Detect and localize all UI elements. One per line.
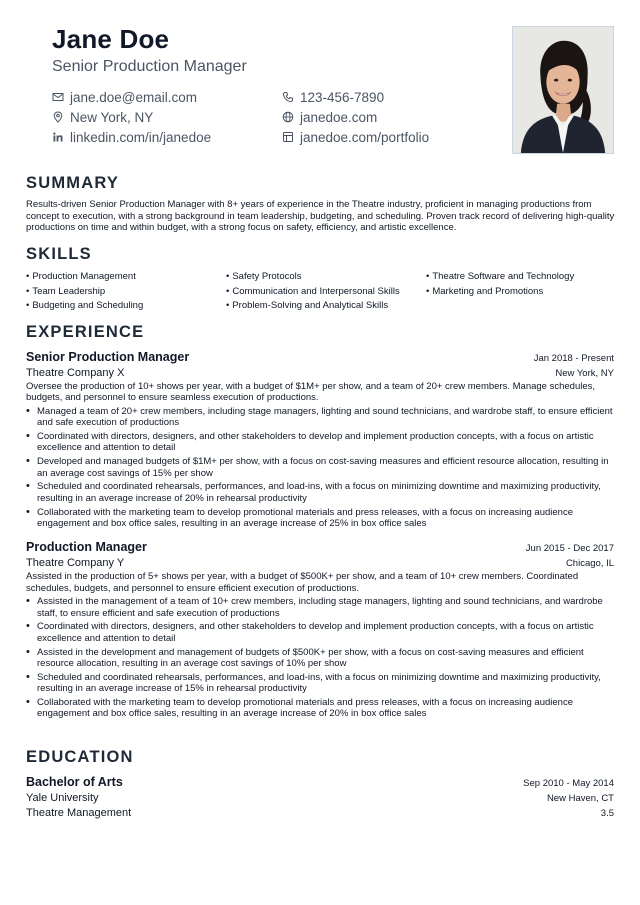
job-description: Assisted in the production of 5+ shows per year, with a budget of $500K+ per show, and a team of 10+ crew members. Coordinated schedules, budgets, and personnel to ensure efficient execution of productions. <box>26 571 579 594</box>
education-section <box>26 748 614 819</box>
bullet-item: • Scheduled and coordinated rehearsals, performances, and load-ins, with a focus on minimizing downtime and maximizing productivity, resulting in an average increase of 20% in rehearsal productivity <box>26 481 614 504</box>
linkedin-text: linkedin.com/in/janedoe <box>70 129 212 145</box>
summary-heading: SUMMARY <box>26 174 120 192</box>
candidate-title: Senior Production Manager <box>52 58 247 75</box>
website-text: janedoe.com <box>300 109 378 125</box>
school-location: New Haven, CT <box>546 793 614 804</box>
email-text: jane.doe@email.com <box>70 89 198 105</box>
phone-icon <box>282 91 294 103</box>
linkedin-icon <box>52 131 64 143</box>
contact-website[interactable] <box>282 108 492 126</box>
gpa-value: 3.5 <box>600 808 614 819</box>
degree-title: Bachelor of Arts <box>26 775 123 789</box>
bullet-item: • Coordinated with directors, designers, and other stakeholders to develop and implement production concepts, with a focus on artistic excellence and attention to detail <box>26 431 614 454</box>
skill-item: • Team Leadership <box>26 286 226 298</box>
resume-header <box>26 0 614 170</box>
job-bullets <box>26 406 614 530</box>
job-title: Senior Production Manager <box>26 350 190 364</box>
bullet-item: • Collaborated with the marketing team to develop promotional materials and press releases, with a focus on increasing audience engagement and box office sales, resulting in an average increase of 25% in box office sales <box>26 507 614 530</box>
experience-heading: EXPERIENCE <box>26 323 145 341</box>
skill-item: • Safety Protocols <box>226 271 426 283</box>
location-text: New York, NY <box>70 109 154 125</box>
mail-icon <box>52 91 64 103</box>
summary-section <box>26 174 616 234</box>
bullet-item: • Coordinated with directors, designers, and other stakeholders to develop and implement production concepts, with a focus on artistic excellence and attention to detail <box>26 621 614 644</box>
bullet-item: • Managed a team of 20+ crew members, including stage managers, lighting and sound technicians, and wardrobe staff, to ensure efficient and safe execution of productions <box>26 406 614 429</box>
bullet-item: • Assisted in the development and management of budgets of $500K+ per show, with a focus on cost-saving measures and efficient resource allocation, resulting in an average cost savings of 10% per show <box>26 647 614 670</box>
summary-text: Results-driven Senior Production Manager with 8+ years of experience in the Theatre industry, proficient in managing productions from concept to execution, with a strong background in team leadership, budgeting, and scheduling. Proven track record of delivering high-quality productions on time and within budget, with a strong focus on safety, efficiency, and artistic excellence. <box>26 199 615 234</box>
bullet-item: • Assisted in the management of a team of 10+ crew members, including stage managers, lighting and sound technicians, and wardrobe staff, to ensure efficient and safe execution of productions <box>26 596 614 619</box>
phone-text: 123-456-7890 <box>300 89 385 105</box>
skill-item: • Communication and Interpersonal Skills <box>226 286 426 298</box>
skills-section <box>26 245 616 312</box>
school-name: Yale University <box>26 792 99 804</box>
education-dates: Sep 2010 - May 2014 <box>523 778 614 789</box>
job-location: Chicago, IL <box>565 558 614 570</box>
contact-list <box>52 88 492 146</box>
bullet-item: • Scheduled and coordinated rehearsals, performances, and load-ins, with a focus on minimizing downtime and maximizing productivity, resulting in an average increase of 15% in rehearsal productivity <box>26 672 614 695</box>
bullet-item: • Collaborated with the marketing team to develop promotional materials and press releases, with a focus on increasing audience engagement and box office sales, resulting in an average increase of 20% in box office sales <box>26 697 614 720</box>
skills-list <box>26 271 616 312</box>
candidate-name: Jane Doe <box>52 24 170 54</box>
location-pin-icon <box>52 111 64 123</box>
education-heading: EDUCATION <box>26 748 134 766</box>
globe-icon <box>282 111 294 123</box>
bullet-item: • Developed and managed budgets of $1M+ per show, with a focus on cost-saving measures and efficient resource allocation, resulting in an average cost savings of 15% per show <box>26 456 614 479</box>
skill-item: • Problem-Solving and Analytical Skills <box>226 300 426 312</box>
contact-location <box>52 108 282 126</box>
job-bullets <box>26 596 614 720</box>
job-dates: Jan 2018 - Present <box>533 353 614 364</box>
profile-photo <box>512 26 614 154</box>
portfolio-icon <box>282 131 294 143</box>
skill-item: • Budgeting and Scheduling <box>26 300 226 312</box>
skill-item: • Theatre Software and Technology <box>426 271 616 283</box>
portfolio-text: janedoe.com/portfolio <box>300 129 430 145</box>
skill-item: • Marketing and Promotions <box>426 286 616 298</box>
job-entry <box>26 540 614 719</box>
job-entry <box>26 350 614 529</box>
field-of-study: Theatre Management <box>26 807 132 819</box>
contact-email[interactable] <box>52 88 282 106</box>
experience-section <box>26 323 614 722</box>
contact-phone[interactable] <box>282 88 492 106</box>
job-dates: Jun 2015 - Dec 2017 <box>525 543 614 555</box>
job-title: Production Manager <box>26 540 147 555</box>
skills-heading: SKILLS <box>26 245 92 263</box>
contact-linkedin[interactable] <box>52 128 282 146</box>
skill-item: • Production Management <box>26 271 226 283</box>
job-description: Oversee the production of 10+ shows per year, with a budget of $1M+ per show, and a team of 20+ crew members. Manage schedules, budgets, and personnel to ensure seamless execution of productions. <box>26 381 596 404</box>
company-name: Theatre Company Y <box>26 557 125 570</box>
contact-portfolio[interactable] <box>282 128 492 146</box>
job-location: New York, NY <box>555 368 614 379</box>
company-name: Theatre Company X <box>26 367 125 379</box>
